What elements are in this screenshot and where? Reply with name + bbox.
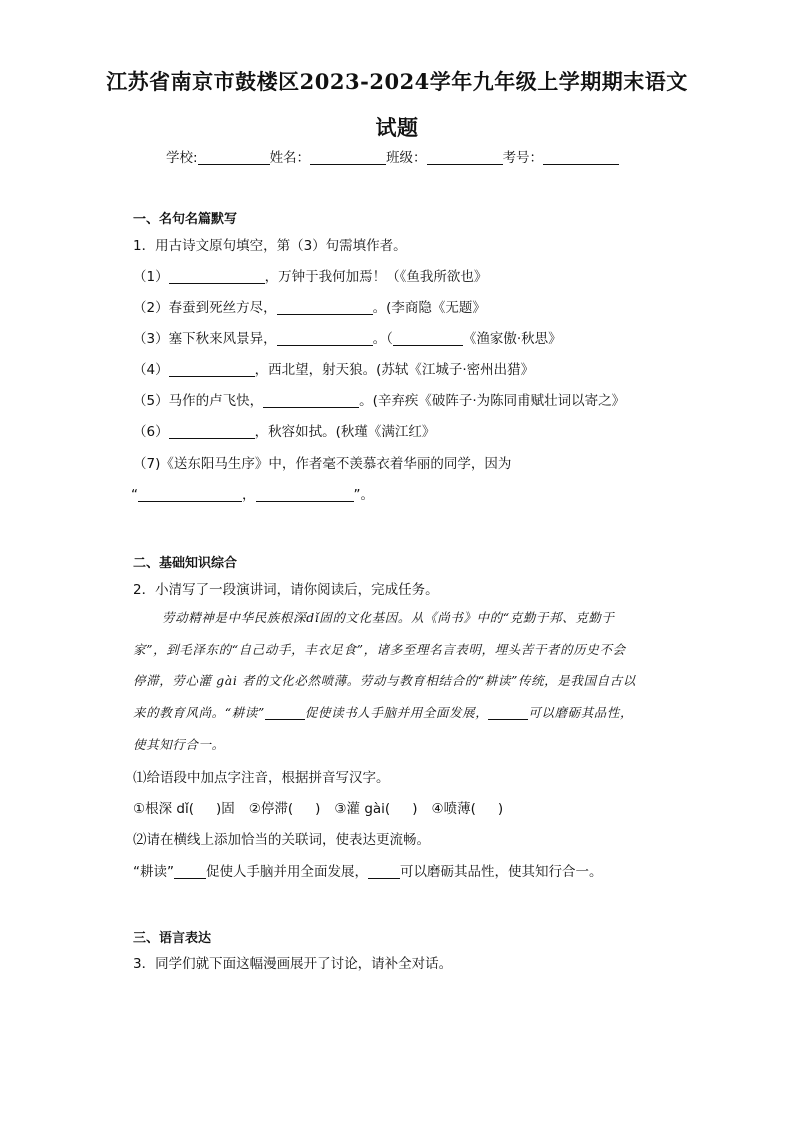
school-label: 学校: [166,150,198,166]
fill-item-2: （2）春蚕到死丝方尽， 。(李商隐《无题》 [133,300,486,316]
answer-blank[interactable] [256,487,354,502]
section-heading: 三、语言表达 [133,931,212,946]
name-blank[interactable] [310,150,386,165]
fill-item-3: （3）塞下秋来风景异， 。（ 《渔家傲·秋思》 [133,331,562,347]
section-heading: 一、名句名篇默写 [133,212,238,227]
exam-title-line2: 试题 [375,115,419,140]
connective-blank[interactable] [174,864,206,879]
exam-no-blank[interactable] [543,150,619,165]
connective-blank[interactable] [368,864,400,879]
fill-item-5: （5）马作的卢飞快， 。(辛弃疾《破阵子·为陈同甫赋壮词以寄之》 [133,393,626,409]
question-stem: 1．用古诗文原句填空，第（3）句需填作者。 [133,238,407,254]
school-blank[interactable] [198,150,270,165]
class-blank[interactable] [427,150,503,165]
fill-item-1: （1） ，万钟于我何加焉！（《鱼我所欲也》 [133,269,488,285]
passage-line-3: 停滞，劳心灌 gài 者的文化必然喷薄。劳动与教育相结合的“耕读”传统，是我国自古以 [133,673,636,688]
answer-blank[interactable] [138,487,242,502]
task-1: ⑴给语段中加点字注音，根据拼音写汉字。 [133,770,390,786]
connective-blank[interactable] [488,705,528,720]
task-2-sentence: “耕读” 促使人手脑并用全面发展， 可以磨砺其品性，使其知行合一。 [133,864,603,880]
answer-blank[interactable] [277,331,373,346]
passage-line-5: 使其知行合一。 [133,737,225,752]
student-info-row [166,146,619,166]
passage-line-1: 劳动精神是中华民族根深dǐ固的文化基因。从《尚书》中的“克勤于邦、克勤于 [162,610,615,625]
connective-blank[interactable] [265,705,305,720]
answer-blank[interactable] [277,300,373,315]
answer-blank[interactable] [263,393,359,408]
passage-line-2: 家”，到毛泽东的“自己动手，丰衣足食”，诸多至理名言表明，埋头苦干者的历史不会 [133,642,626,657]
author-blank[interactable] [393,331,463,346]
fill-item-7: （7)《送东阳马生序》中，作者毫不羡慕衣着华丽的同学，因为 [133,456,512,472]
task-1-items: ①根深 dǐ( )固 ②停滞( ) ③灌 gài( ) ④喷薄( ) [133,801,504,817]
passage-line-4: 来的教育风尚。“耕读” 促使读书人手脑并用全面发展， 可以磨砺其品性， [133,705,634,720]
exam-title-line1: 江苏省南京市鼓楼区2023-2024学年九年级上学期期末语文 [106,69,688,94]
question-stem: 3．同学们就下面这幅漫画展开了讨论，请补全对话。 [133,956,453,972]
fill-item-7-answer: “ ， ”。 [131,487,374,503]
exam-no-label: 考号： [502,150,544,166]
class-label: 班级： [386,150,427,166]
task-2: ⑵请在横线上添加恰当的关联词，使表达更流畅。 [133,832,430,848]
answer-blank[interactable] [169,362,255,377]
answer-blank[interactable] [169,269,265,284]
answer-blank[interactable] [169,424,255,439]
fill-item-4: （4） ，西北望，射天狼。(苏轼《江城子·密州出猎》 [133,362,535,378]
fill-item-6: （6） ，秋容如拭。(秋瑾《满江红》 [133,424,436,440]
section-heading: 二、基础知识综合 [133,556,238,571]
name-label: 姓名： [269,150,311,166]
question-stem: 2．小清写了一段演讲词，请你阅读后，完成任务。 [133,582,439,598]
